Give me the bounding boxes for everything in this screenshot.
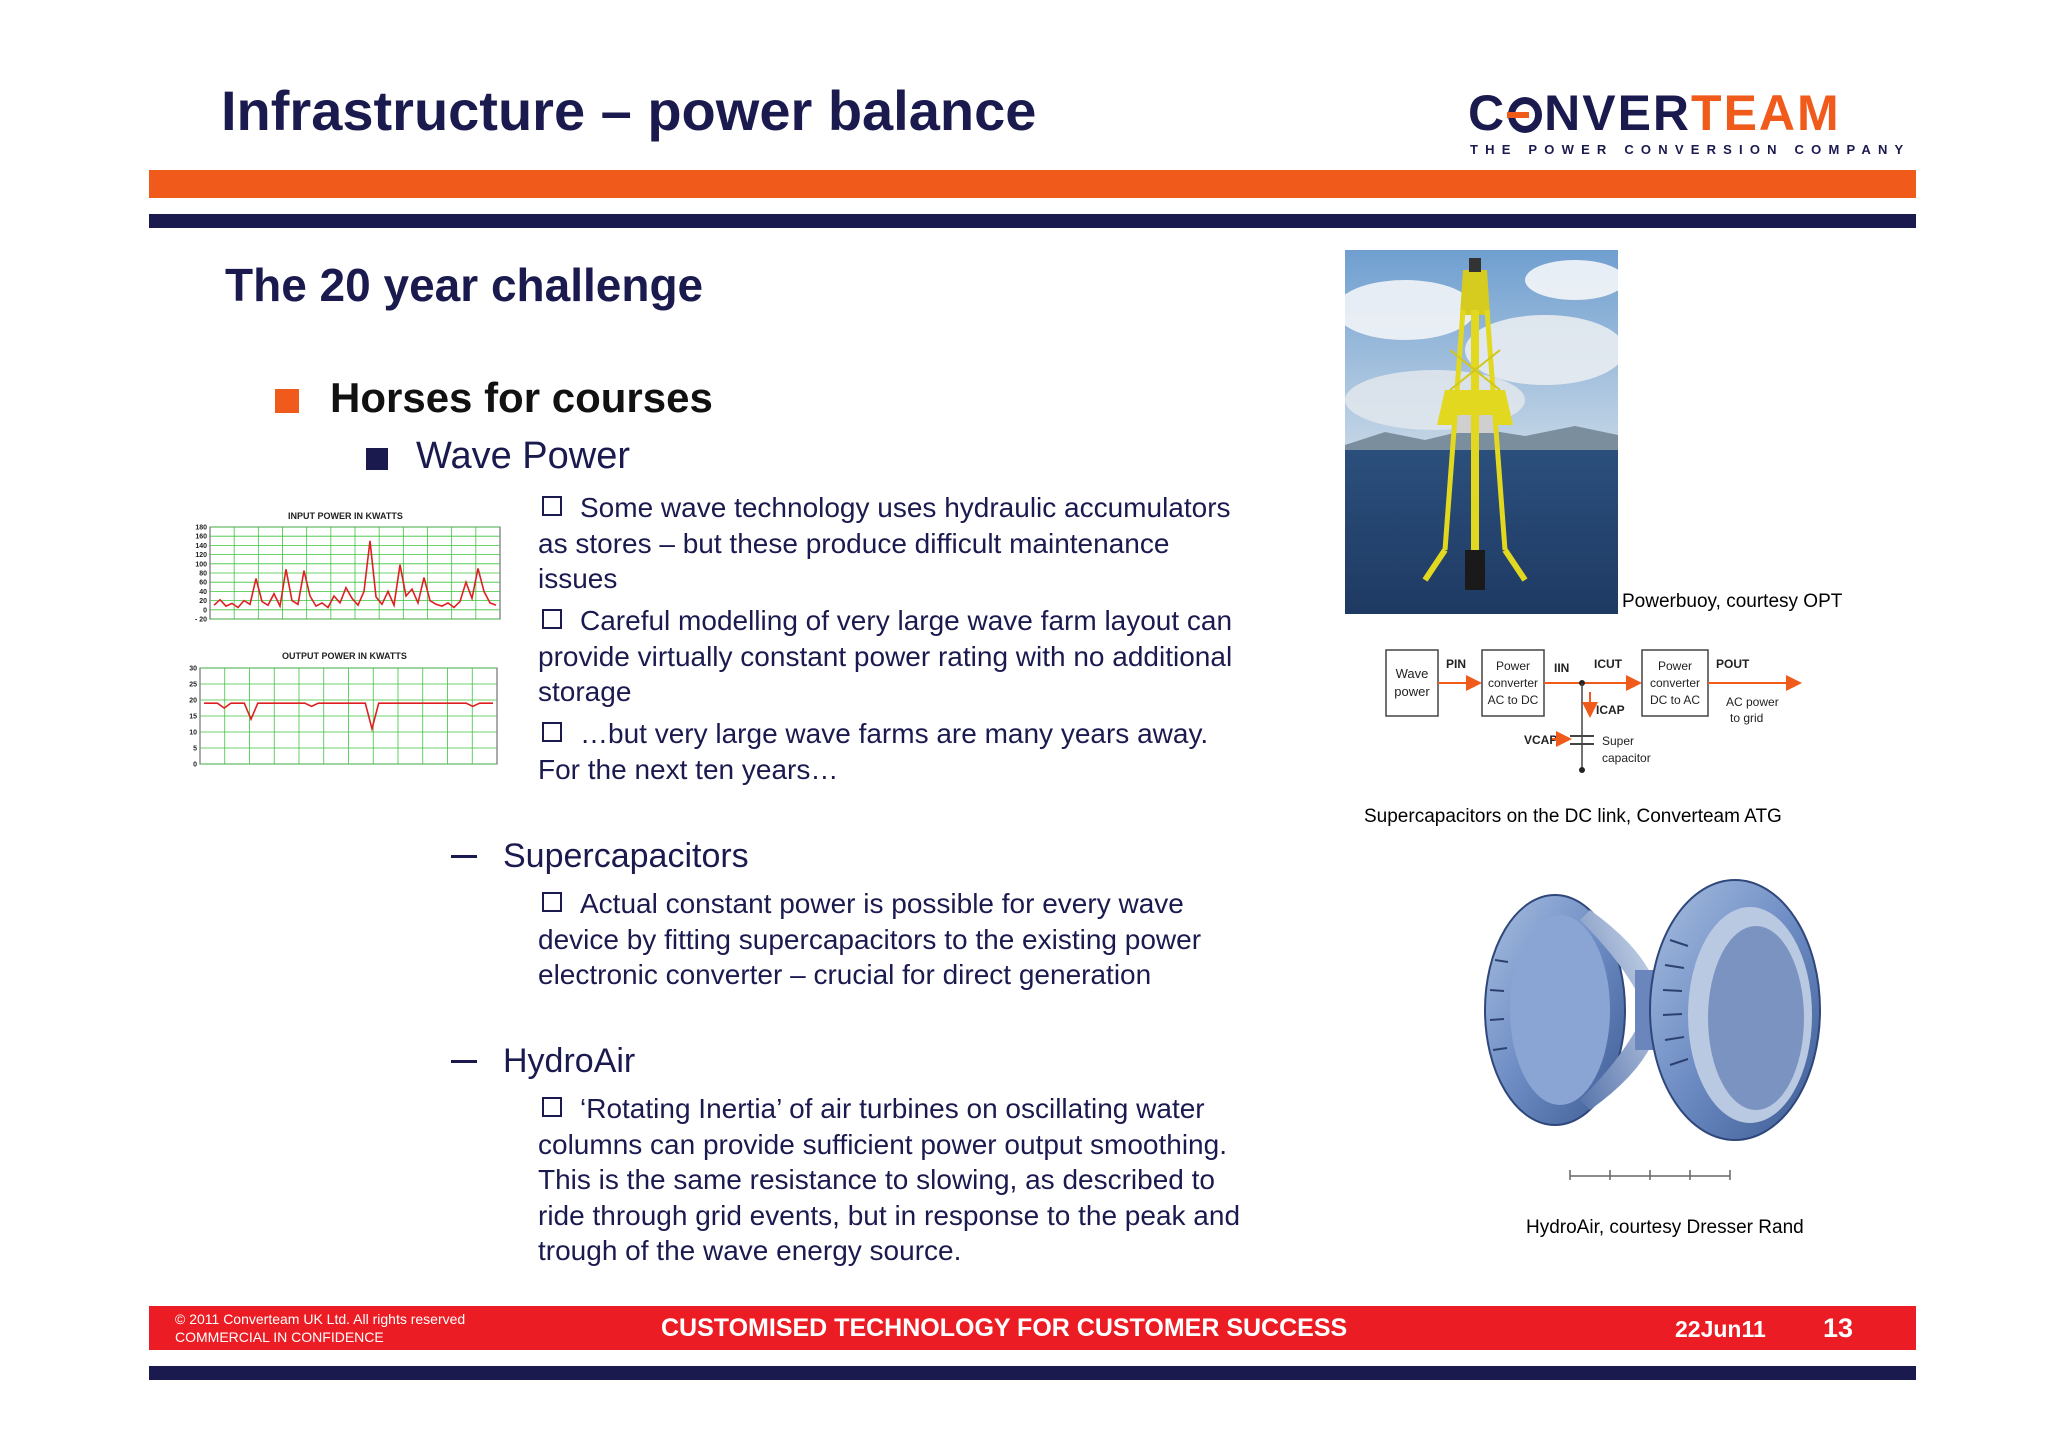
y-tick-label: 30 xyxy=(189,665,197,673)
y-tick-label: 15 xyxy=(189,713,197,721)
y-tick-label: 60 xyxy=(199,579,207,587)
wave-power-label-2: power xyxy=(1394,684,1430,699)
heading-supercapacitors: Supercapacitors xyxy=(503,837,749,875)
pin-label: PIN xyxy=(1446,657,1467,671)
dash-bullet-icon xyxy=(451,1060,477,1063)
y-tick-label: 10 xyxy=(189,729,197,737)
checkbox-bullet-icon xyxy=(542,892,562,912)
logo-wordmark: C NVERTEAM xyxy=(1468,85,1841,141)
supercap-label-2: capacitor xyxy=(1602,751,1651,765)
y-tick-label: 140 xyxy=(195,542,207,550)
y-tick-label: 160 xyxy=(195,533,207,541)
section-subtitle: The 20 year challenge xyxy=(225,259,704,311)
y-tick-label: 180 xyxy=(195,524,207,532)
heading-hydroair: HydroAir xyxy=(503,1042,636,1080)
output-power-chart xyxy=(180,660,508,770)
logo-tagline: THE POWER CONVERSION COMPANY xyxy=(1470,142,1911,157)
bullet-wave-power: Wave Power xyxy=(416,435,630,477)
y-tick-label: 0 xyxy=(193,761,197,769)
y-tick-label: - 20 xyxy=(194,616,207,624)
caption-hydroair: HydroAir, courtesy Dresser Rand xyxy=(1526,1217,1804,1238)
bullet-horses-for-courses: Horses for courses xyxy=(330,374,713,421)
iin-label: IIN xyxy=(1554,661,1570,675)
checkbox-bullet-icon xyxy=(542,1097,562,1117)
y-tick-label: 25 xyxy=(189,681,197,689)
checkbox-bullet-icon xyxy=(542,722,562,742)
wave-item-3: …but very large wave farms are many years away. For the next ten years… xyxy=(538,718,1209,785)
wave-item-1: Some wave technology uses hydraulic accumulators as stores – but these produce difficult maintenance issues xyxy=(538,492,1231,594)
y-tick-label: 120 xyxy=(195,552,207,560)
pout-label: POUT xyxy=(1716,657,1750,671)
hydroair-turbine-image xyxy=(1460,850,1840,1190)
input-chart-title: INPUT POWER IN KWATTS xyxy=(288,511,403,521)
y-tick-label: 20 xyxy=(199,598,207,606)
y-tick-label: 0 xyxy=(203,607,207,615)
slide-title: Infrastructure – power balance xyxy=(221,79,1037,142)
converteam-logo xyxy=(1468,85,1911,158)
dash-bullet-icon xyxy=(451,855,477,858)
page-number: 13 xyxy=(1823,1313,1854,1343)
y-tick-label: 20 xyxy=(189,697,197,705)
bullet-square-icon xyxy=(366,448,388,470)
footer-navy-bar xyxy=(149,1366,1916,1380)
supercap-label-1: Super xyxy=(1602,734,1635,748)
footer-date: 22Jun11 xyxy=(1675,1316,1766,1342)
footer-slogan: CUSTOMISED TECHNOLOGY FOR CUSTOMER SUCCESS xyxy=(661,1314,1348,1342)
ac-grid-label-1: AC power xyxy=(1726,695,1779,709)
output-chart-y-ticks xyxy=(189,666,197,769)
conv1-label-1: Power xyxy=(1495,659,1531,673)
conv2-label-3: DC to AC xyxy=(1649,693,1701,707)
input-power-chart xyxy=(180,520,508,628)
hydroair-item: ‘Rotating Inertia’ of air turbines on oscillating water columns can provide sufficient power output smoothing. This is the same resistance to slowing, as described to ride through grid events, but in response to the peak and trough of the wave energy source. xyxy=(538,1093,1241,1266)
powerbuoy-photo xyxy=(1345,250,1618,614)
checkbox-bullet-icon xyxy=(542,496,562,516)
header-orange-bar xyxy=(149,170,1916,198)
caption-powerbuoy: Powerbuoy, courtesy OPT xyxy=(1622,591,1843,612)
conv2-label-2: converter xyxy=(1649,676,1701,690)
output-chart-title: OUTPUT POWER IN KWATTS xyxy=(282,651,407,661)
y-tick-label: 5 xyxy=(193,745,197,753)
checkbox-bullet-icon xyxy=(542,609,562,629)
wave-item-2: Careful modelling of very large wave farm layout can provide virtually constant power rating with no additional storage xyxy=(538,605,1233,707)
y-tick-label: 100 xyxy=(195,561,207,569)
conv1-label-2: converter xyxy=(1487,676,1539,690)
bullet-square-icon xyxy=(275,389,299,413)
header-navy-bar xyxy=(149,214,1916,228)
input-chart-y-ticks xyxy=(195,525,207,624)
conv1-label-3: AC to DC xyxy=(1487,693,1539,707)
ac-grid-label-2: to grid xyxy=(1730,711,1764,725)
footer-copyright: © 2011 Converteam UK Ltd. All rights reserved xyxy=(175,1311,466,1327)
icap-label: ICAP xyxy=(1596,703,1625,717)
wave-power-label-1: Wave xyxy=(1395,666,1429,681)
vcap-label: VCAP xyxy=(1524,733,1558,747)
supercap-item: Actual constant power is possible for every wave device by fitting supercapacitors to the existing power electronic converter – crucial for direct generation xyxy=(538,888,1202,990)
icut-label: ICUT xyxy=(1594,657,1622,671)
caption-supercapacitors: Supercapacitors on the DC link, Converteam ATG xyxy=(1364,806,1782,827)
y-tick-label: 40 xyxy=(199,588,207,596)
conv2-label-1: Power xyxy=(1657,659,1693,673)
footer-confidential: COMMERCIAL IN CONFIDENCE xyxy=(175,1329,384,1345)
supercapacitor-diagram xyxy=(1380,640,1810,790)
y-tick-label: 80 xyxy=(199,570,207,578)
